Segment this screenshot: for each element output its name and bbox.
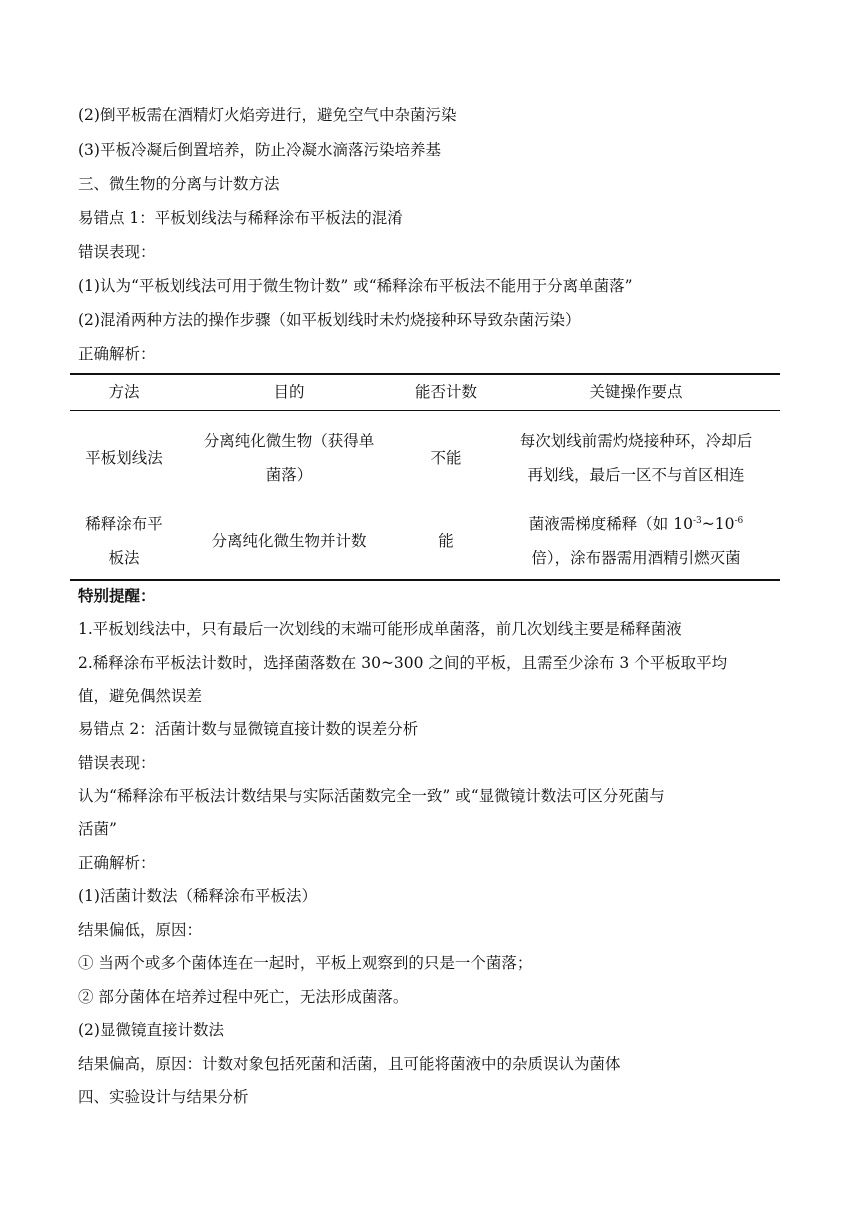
table-cell-key-steps bbox=[492, 507, 780, 575]
text-line: (2)倒平板需在酒精灯火焰旁进行，避免空气中杂菌污染 bbox=[78, 106, 457, 124]
text-line: (1)活菌计数法（稀释涂布平板法） bbox=[78, 887, 317, 905]
text-line: 2.稀释涂布平板法计数时，选择菌落数在 30~300 之间的平板，且需至少涂布 3 个平板取平均 bbox=[78, 654, 728, 672]
table-cell-purpose bbox=[178, 424, 400, 492]
table-cell-method: 平板划线法 bbox=[85, 449, 163, 467]
cell-text: 倍），涂布器需用酒精引燃灭菌 bbox=[531, 549, 741, 567]
text-line: ② 部分菌体在培养过程中死亡，无法形成菌落。 bbox=[78, 988, 409, 1006]
table-cell-purpose: 分离纯化微生物并计数 bbox=[211, 532, 367, 550]
special-reminder-title: 特别提醒： bbox=[78, 586, 156, 605]
text-line: 值，避免偶然误差 bbox=[78, 687, 203, 705]
cell-text: 再划线，最后一区不与首区相连 bbox=[527, 466, 745, 484]
cell-text-line bbox=[529, 507, 743, 541]
cell-text: 稀释涂布平 bbox=[85, 515, 163, 533]
cell-text: 板法 bbox=[108, 549, 140, 567]
table-header-method: 方法 bbox=[108, 383, 140, 401]
comparison-table bbox=[70, 373, 780, 581]
table-header-purpose: 目的 bbox=[273, 383, 305, 401]
table-header-key-steps: 关键操作要点 bbox=[589, 383, 683, 401]
text-line: 1.平板划线法中，只有最后一次划线的末端可能形成单菌落，前几次划线主要是稀释菌液 bbox=[78, 620, 682, 638]
superscript: -6 bbox=[734, 516, 744, 526]
cell-text: 菌液需梯度稀释（如 10 bbox=[528, 515, 693, 533]
text-line: (2)显微镜直接计数法 bbox=[78, 1021, 224, 1039]
section-heading: 四、实验设计与结果分析 bbox=[78, 1088, 249, 1106]
text-line: 正确解析： bbox=[78, 854, 156, 872]
superscript: -3 bbox=[692, 516, 702, 526]
text-line: (2)混淆两种方法的操作步骤（如平板划线时未灼烧接种环导致杂菌污染） bbox=[78, 311, 581, 329]
table-cell-key-steps bbox=[492, 424, 780, 492]
table-top-rule bbox=[70, 373, 780, 375]
cell-text: 菌落） bbox=[265, 466, 313, 484]
text-line: 结果偏低，原因： bbox=[78, 921, 203, 939]
text-line: (1)认为“平板划线法可用于微生物计数” 或“稀释涂布平板法不能用于分离单菌落” bbox=[78, 277, 633, 295]
cell-text: 每次划线前需灼烧接种环，冷却后 bbox=[519, 432, 753, 450]
text-line: 结果偏高，原因：计数对象包括死菌和活菌，且可能将菌液中的杂质误认为菌体 bbox=[78, 1055, 621, 1073]
cell-text: 分离纯化微生物（获得单 bbox=[203, 432, 375, 450]
pitfall-heading: 易错点 1：平板划线法与稀释涂布平板法的混淆 bbox=[78, 209, 403, 227]
text-line: 错误表现： bbox=[78, 754, 156, 772]
text-line: 活菌” bbox=[78, 820, 117, 838]
text-line: 认为“稀释涂布平板法计数结果与实际活菌数完全一致” 或“显微镜计数法可区分死菌与 bbox=[78, 787, 665, 805]
section-heading: 三、微生物的分离与计数方法 bbox=[78, 175, 280, 193]
table-cell-method bbox=[70, 507, 178, 575]
table-cell-countable: 能 bbox=[438, 532, 454, 550]
text-line: ① 当两个或多个菌体连在一起时，平板上观察到的只是一个菌落； bbox=[78, 954, 533, 972]
pitfall-heading: 易错点 2：活菌计数与显微镜直接计数的误差分析 bbox=[78, 720, 419, 738]
cell-text: ~10 bbox=[701, 515, 735, 533]
table-header-rule bbox=[70, 410, 780, 411]
text-line: 错误表现： bbox=[78, 243, 156, 261]
table-cell-countable: 不能 bbox=[430, 449, 462, 467]
text-line: 正确解析： bbox=[78, 345, 156, 363]
table-bottom-rule bbox=[70, 579, 780, 581]
table-header-countable: 能否计数 bbox=[414, 383, 477, 401]
text-line: (3)平板冷凝后倒置培养，防止冷凝水滴落污染培养基 bbox=[78, 141, 441, 159]
